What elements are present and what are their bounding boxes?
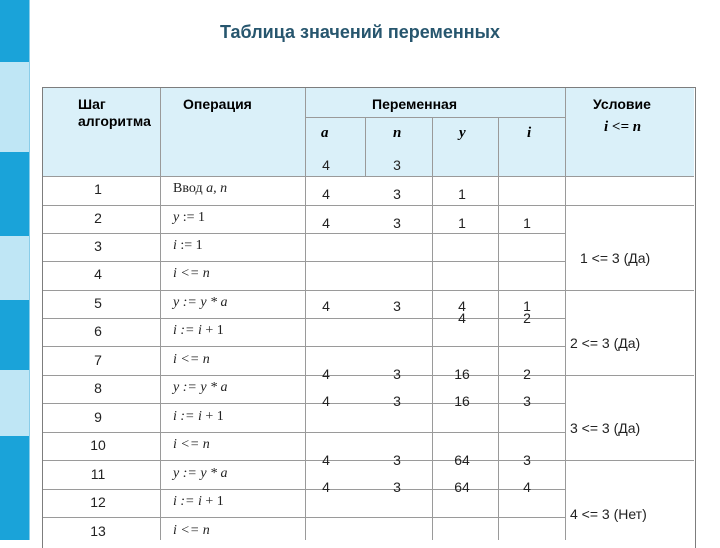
step-number: 7 [94,352,102,368]
row-divider [43,205,694,206]
operation-text: i <= n [173,437,210,452]
step-number: 8 [94,380,102,396]
value-a: 4 [322,215,330,231]
step-number: 13 [90,523,106,539]
value-n: 3 [393,298,401,314]
value-y: 64 [454,479,470,495]
value-i: 2 [523,310,531,326]
value-n: 3 [393,157,401,173]
value-a: 4 [322,479,330,495]
operation-text: i := i + 1 [173,494,224,509]
row-divider [43,460,694,461]
step-number: 4 [94,266,102,282]
row-divider [43,290,694,291]
value-y: 64 [454,452,470,468]
step-number: 9 [94,409,102,425]
operation-text: i := i + 1 [173,409,224,424]
value-n: 3 [393,366,401,382]
header-divider [305,117,565,118]
row-divider [43,261,565,262]
operation-text: y := 1 [173,210,206,225]
row-divider [43,318,565,319]
header-variable: Переменная [372,96,458,112]
step-number: 2 [94,210,102,226]
condition-result: 1 <= 3 (Да) [580,250,651,266]
value-n: 3 [393,452,401,468]
step-number: 12 [90,494,106,510]
bar-divider [29,0,30,540]
value-a: 4 [322,298,330,314]
operation-text: i := i + 1 [173,323,224,338]
value-n: 3 [393,479,401,495]
col-divider [498,176,499,540]
value-n: 3 [393,186,401,202]
bar-block [0,300,30,370]
bar-block [0,152,30,236]
value-a: 4 [322,393,330,409]
value-y: 4 [458,298,466,314]
header-var-i: i [527,125,532,141]
row-divider [43,403,565,404]
value-a: 4 [322,452,330,468]
condition-result: 2 <= 3 (Да) [570,335,641,351]
page-title: Таблица значений переменных [220,22,500,42]
header-condition: Условие [593,96,651,112]
value-n: 3 [393,215,401,231]
operation-text: Ввод a, n [173,181,228,196]
operation-text: y := y * a [173,295,228,310]
operation-text: i <= n [173,352,210,367]
col-divider [365,117,366,176]
operation-text: y := y * a [173,380,228,395]
value-i: 3 [523,393,531,409]
col-divider [498,117,499,176]
value-y: 16 [454,366,470,382]
value-i: 1 [523,298,531,314]
col-divider [432,117,433,176]
step-number: 5 [94,295,102,311]
value-i: 3 [523,452,531,468]
step-number: 10 [90,437,106,453]
condition-result: 4 <= 3 (Нет) [570,506,647,522]
header-condition-expr: i <= n [604,119,642,135]
row-divider [43,233,565,234]
value-y: 1 [458,186,466,202]
value-y: 16 [454,393,470,409]
header-var-n: n [393,125,402,141]
value-n: 3 [393,393,401,409]
value-a: 4 [322,366,330,382]
header-var-a: a [321,125,329,141]
value-y: 1 [458,215,466,231]
header-step: Шаг алгоритма [78,96,151,129]
col-divider [160,88,161,540]
step-number: 11 [90,466,106,482]
row-divider [43,517,565,518]
value-y: 4 [458,310,466,326]
col-divider [432,176,433,540]
condition-result: 3 <= 3 (Да) [570,420,641,436]
step-number: 3 [94,238,102,254]
value-i: 1 [523,215,531,231]
row-divider [43,375,694,376]
row-divider [43,176,694,177]
operation-text: i := 1 [173,238,203,253]
row-divider [43,489,565,490]
value-i: 4 [523,479,531,495]
col-divider [305,88,306,540]
value-a: 4 [322,157,330,173]
value-a: 4 [322,186,330,202]
left-decorative-bar [0,0,30,540]
value-i: 2 [523,366,531,382]
operation-text: i <= n [173,266,210,281]
header-operation: Операция [183,96,252,112]
col-divider [565,88,566,540]
operation-text: i <= n [173,523,210,538]
row-divider [43,346,565,347]
step-number: 6 [94,323,102,339]
operation-text: y := y * a [173,466,228,481]
step-number: 1 [94,181,102,197]
bar-block [0,436,30,540]
header-var-y: y [459,125,466,141]
row-divider [43,432,565,433]
